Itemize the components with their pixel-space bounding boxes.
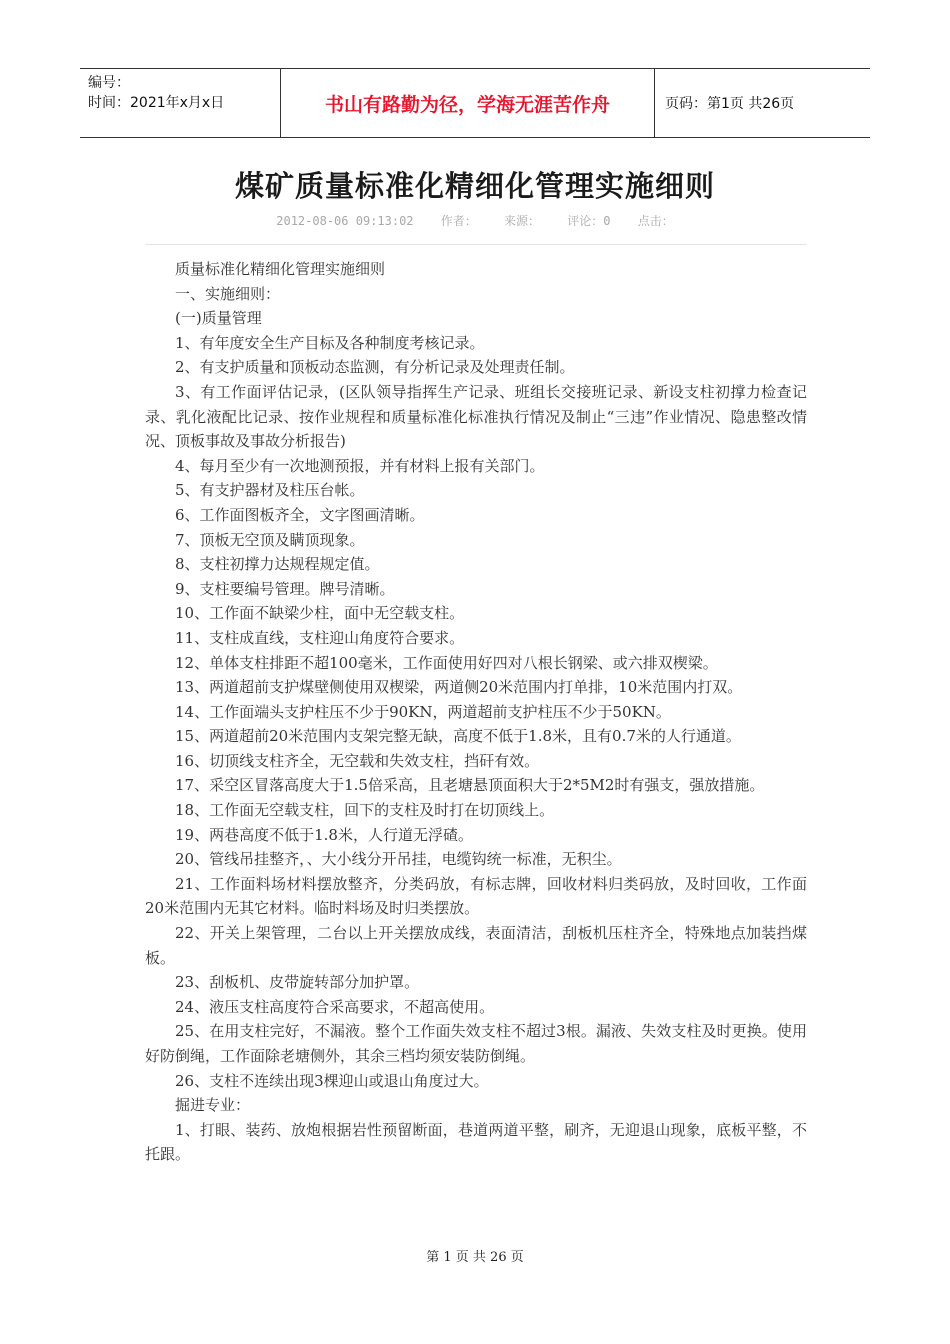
paragraph: 质量标准化精细化管理实施细则 [175,260,386,278]
paragraph: 6、工作面图板齐全，文字图画清晰。 [175,505,425,524]
meta-author: 作者： [440,214,477,228]
page-header [80,68,870,138]
paragraph: 7、顶板无空顶及瞒顶现象。 [175,530,365,549]
code-label: 编号： [88,75,130,91]
paragraph: 8、支柱初撑力达规程规定值。 [175,555,380,574]
paragraph: 1、打眼、装药、放炮根据岩性预留断面，巷道两道平整，刷齐，无迎退山现象，底板平整，不托跟。 [145,1120,807,1164]
paragraph: 15、两道超前20米范围内支架完整无缺，高度不低于1.8米，且有0.7米的人行通道。 [175,727,741,746]
paragraph: 4、每月至少有一次地测预报，并有材料上报有关部门。 [175,456,545,475]
time-label: 时间：2021年x月x日 [88,95,225,111]
paragraph: 9、支柱要编号管理。牌号清晰。 [175,579,395,598]
article-body [145,257,807,1167]
paragraph: 23、刮板机、皮带旋转部分加护罩。 [175,973,420,992]
paragraph: 16、切顶线支柱齐全，无空载和失效支柱，挡矸有效。 [175,751,540,770]
paragraph: 26、支柱不连续出现3棵迎山或退山角度过大。 [175,1071,489,1090]
paragraph: 13、两道超前支护煤壁侧使用双楔梁，两道侧20米范围内打单排，10米范围内打双。 [175,678,743,697]
meta-datetime: 2012-08-06 09:13:02 [276,214,414,228]
paragraph: 1、有年度安全生产目标及各种制度考核记录。 [175,333,485,352]
divider [145,244,807,245]
header-info [80,69,280,137]
paragraph: (一)质量管理 [175,309,262,328]
meta-comments: 评论：0 [567,214,611,228]
paragraph: 21、工作面料场材料摆放整齐，分类码放，有标志牌，回收材料归类码放，及时回收，工作面20米范围内无其它材料。临时料场及时归类摆放。 [145,874,807,918]
paragraph: 25、在用支柱完好，不漏液。整个工作面失效支柱不超过3根。漏液、失效支柱及时更换。使用好防倒绳，工作面除老塘侧外，其余三档均须安装防倒绳。 [145,1022,807,1065]
paragraph: 掘进专业： [175,1096,251,1115]
meta-clicks: 点击： [637,214,674,228]
paragraph: 18、工作面无空载支柱，回下的支柱及时打在切顶线上。 [175,801,555,820]
paragraph: 5、有支护器材及柱压台帐。 [175,481,365,500]
paragraph: 19、两巷高度不低于1.8米，人行道无浮碴。 [175,825,473,844]
paragraph: 10、工作面不缺梁少柱，面中无空载支柱。 [175,604,465,623]
meta-source: 来源： [504,214,541,228]
paragraph: 3、有工作面评估记录，(区队领导指挥生产记录、班组长交接班记录、新设支柱初撑力检查记录、乳化液配比记录、按作业规程和质量标准化标准执行情况及制止“三违”作业情况、隐患整改情况、顶板事故及事故分析报告) [145,382,807,451]
paragraph: 一、实施细则： [175,284,281,303]
article-meta [0,212,950,229]
paragraph: 14、工作面端头支护柱压不少于90KN，两道超前支护柱压不少于50KN。 [175,702,671,721]
paragraph: 12、单体支柱排距不超100毫米，工作面使用好四对八根长钢梁、或六排双楔梁。 [175,653,718,672]
paragraph: 2、有支护质量和顶板动态监测，有分析记录及处理责任制。 [175,358,575,377]
header-page-label: 页码：第1页 共26页 [665,96,795,112]
paragraph: 17、采空区冒落高度大于1.5倍采高，且老塘悬顶面积大于2*5M2时有强支，强放措施。 [175,776,765,795]
header-motto: 书山有路勤为径，学海无涯苦作舟 [280,69,655,137]
page-footer: 第 1 页 共 26 页 [426,1250,524,1265]
paragraph: 11、支柱成直线，支柱迎山角度符合要求。 [175,628,465,647]
paragraph: 22、开关上架管理，二台以上开关摆放成线，表面清洁，刮板机压柱齐全，特殊地点加装挡煤板。 [145,924,807,967]
paragraph: 20、管线吊挂整齐，、大小线分开吊挂，电缆钩统一标准，无积尘。 [175,850,622,869]
article-title: 煤矿质量标准化精细化管理实施细则 [234,169,715,203]
paragraph: 24、液压支柱高度符合采高要求，不超高使用。 [175,997,495,1016]
